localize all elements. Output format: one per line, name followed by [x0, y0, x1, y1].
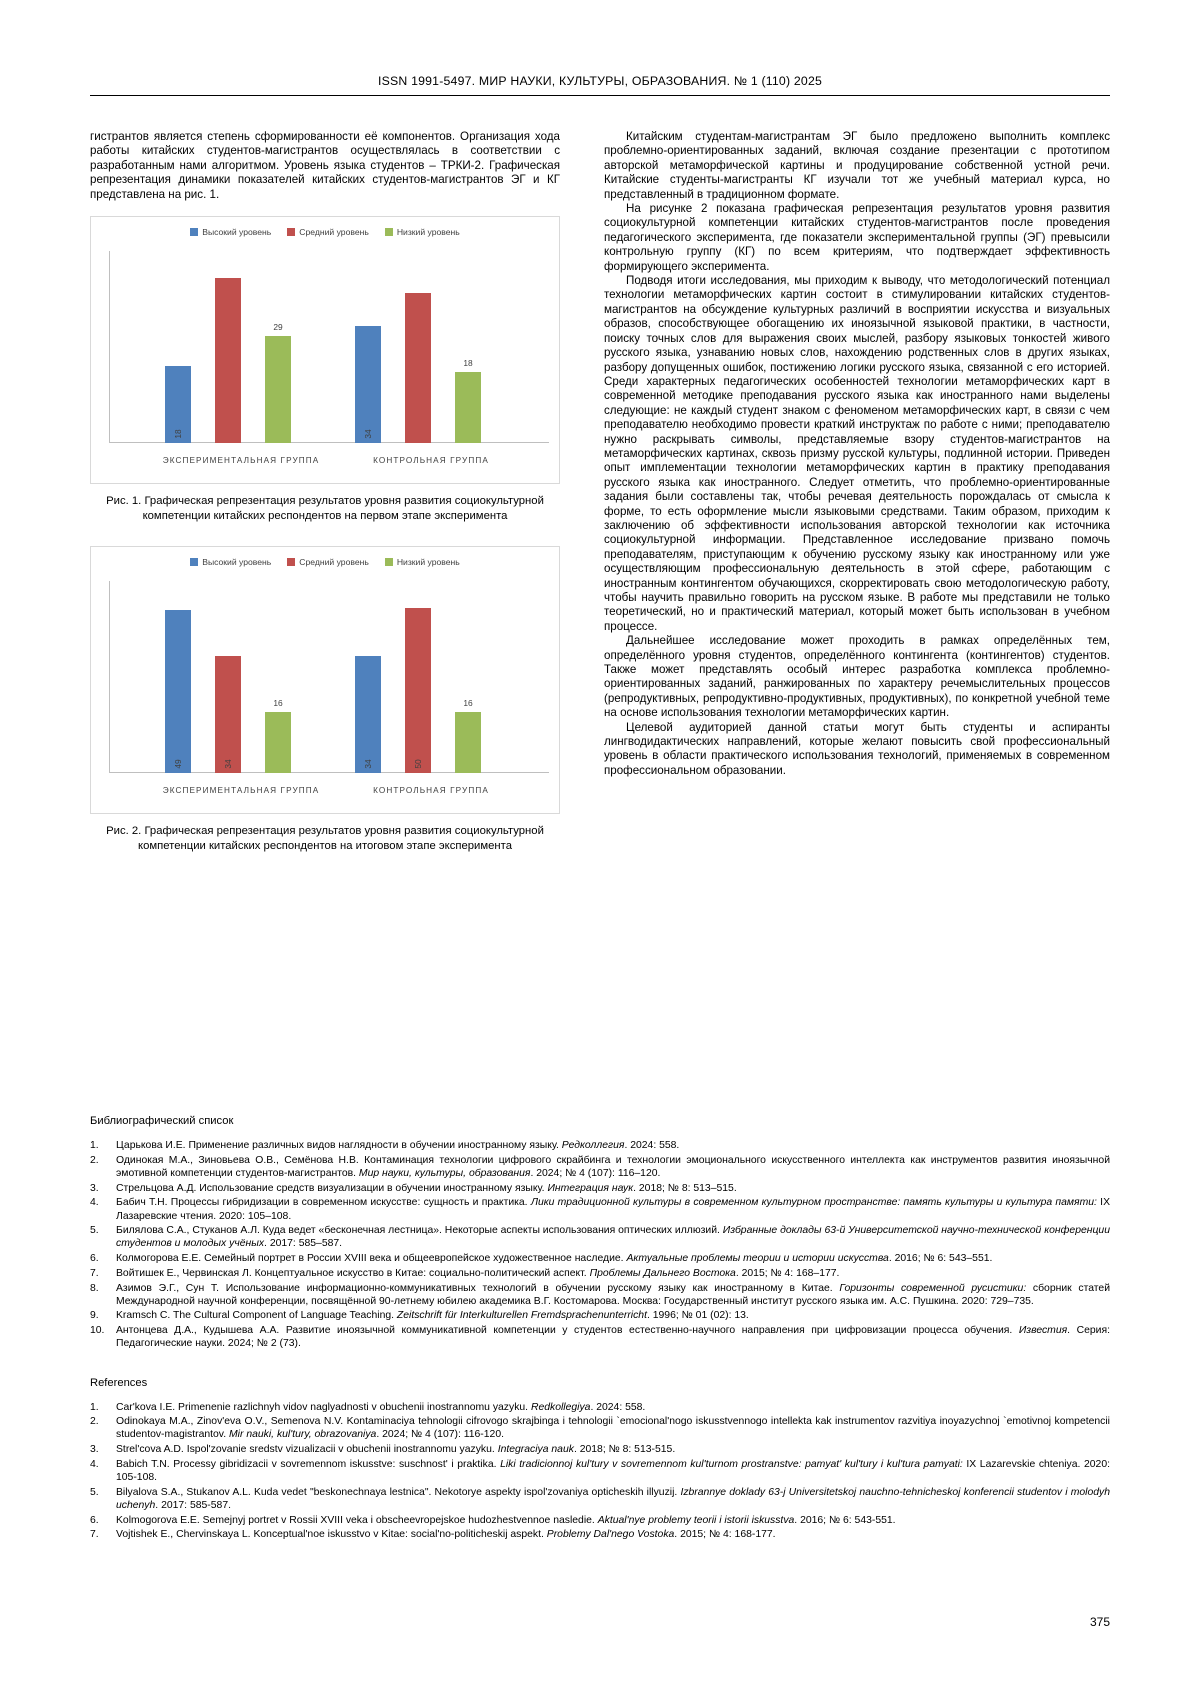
reference-number: 7. — [90, 1529, 99, 1541]
legend-label-low-2: Низкий уровень — [396, 557, 460, 568]
bibliography-section — [90, 1115, 1110, 1543]
bar-value-low-eg: 29 — [273, 321, 283, 332]
bibliography-number: 4. — [90, 1197, 99, 1209]
reference-text: Bilyalova S.A., Stukanov A.L. Kuda vedet "beskonechnaya lestnica". Nekotorye aspekty ispol'zovaniya opticheskih illyuzij. Izbrannye doklady 63-j Universitetskoj nauchno-tehnicheskoj konferencii studentov i molodyh uchenyh. 2017: 585-587. — [116, 1486, 1110, 1511]
bibliography-text: Азимов Э.Г., Сун Т. Использование информационно-коммуникативных технологий в обучении русскому языку как иностранному в Китае. Горизонты современной русистики: сборник статей Международной научной конференции, посвящённой 90-летнему юбилею академика В.Г. Костомарова. Москва: Государственный институт русского языка им. А.С. Пушкина. 2020: 729–735. — [116, 1282, 1110, 1307]
bibliography-number: 9. — [90, 1310, 99, 1322]
references-list — [90, 1401, 1110, 1542]
bibliography-list — [90, 1139, 1110, 1351]
chart-1-legend — [91, 227, 559, 237]
legend-label-high: Высокий уровень — [202, 227, 272, 238]
right-paragraph-4: Дальнейшее исследование может проходить в рамках определённых тем, определённого уровня студентов, определённого контингента (контингентов) студентов. Также может представлять особый интерес разработка комплекса проблемно-ориентированных заданий, ранжированных по характеру речемыслительных процессов (репродуктивных, репродуктивно-продуктивных, продуктивных), по конкретной учебной теме на основе использования технологии метаморфических картин. — [604, 634, 1110, 720]
legend-label-mid: Средний уровень — [299, 227, 369, 238]
bar-value-high-kg: 34 — [363, 429, 373, 439]
bibliography-text: Kramsch C. The Cultural Component of Language Teaching. Zeitschrift für Interkulturellen Fremdsprachenunterricht. 1996; № 01 (02): 13. — [116, 1310, 749, 1322]
reference-text: Kolmogorova E.E. Semejnyj portret v Rossii XVIII veka i obscheevropejskoe hudozhestvennoe nasledie. Aktual'nye problemy teorii i istorii iskusstva. 2016; № 6: 543-551. — [116, 1514, 896, 1526]
bibliography-title: Библиографический список — [90, 1115, 234, 1127]
reference-item — [90, 1514, 1110, 1527]
bar-low-kg — [455, 358, 481, 443]
right-paragraph-1: Китайским студентам-магистрантам ЭГ было предложено выполнить комплекс проблемно-ориентированных заданий, включая создание презентации с прототипом авторской метаморфической картины и продуцирование собственной устной речи. Китайские студенты-магистранты КГ изучали тот же учебный материал курса, но представленный в традиционном формате. — [604, 130, 1110, 201]
reference-text: Odinokaya M.A., Zinov'eva O.V., Semenova N.V. Kontaminaciya tehnologii cifrovogo skrajbinga i tehnologii `emocional'nogo iskusstvennogo intellekta kak instrumentov razvitiya inoyazychnoj `emotivnoj kompetencii studentov-magistrantov. Mir nauki, kul'tury, obrazovaniya. 2024; № 4 (107): 116-120. — [116, 1416, 1110, 1441]
right-column — [604, 130, 1110, 778]
bibliography-item — [90, 1309, 1110, 1322]
bar-value-high-eg: 18 — [173, 429, 183, 439]
bibliography-item — [90, 1282, 1110, 1308]
legend-label-high-2: Высокий уровень — [202, 557, 272, 568]
bar-mid-kg — [405, 293, 431, 443]
legend-swatch-mid — [287, 228, 295, 236]
bar2-mid-kg — [405, 608, 431, 773]
reference-item — [90, 1443, 1110, 1456]
legend-swatch-low — [385, 228, 393, 236]
header-divider — [90, 95, 1110, 96]
bibliography-item — [90, 1267, 1110, 1280]
bibliography-item — [90, 1252, 1110, 1265]
chart-2-group-control — [347, 581, 527, 773]
bibliography-item — [90, 1224, 1110, 1250]
bar2-value-low-eg: 16 — [273, 697, 283, 708]
legend-swatch-high-2 — [190, 558, 198, 566]
bibliography-item — [90, 1182, 1110, 1195]
reference-number: 2. — [90, 1416, 99, 1428]
reference-text: Strel'cova A.D. Ispol'zovanie sredstv vizualizacii v obuchenii inostrannomu yazyku. Integraciya nauk. 2018; № 8: 513-515. — [116, 1444, 676, 1456]
chart-1-group-experimental — [157, 251, 337, 443]
bar-mid-eg — [215, 278, 241, 443]
chart-2-y-axis — [109, 581, 110, 773]
bibliography-text: Билялова С.А., Стуканов А.Л. Куда ведет «бесконечная лестница». Некоторые аспекты использования оптических иллюзий. Избранные доклады 63-й Университетской научно-технической конференции студентов и молодых учёных. 2017: 585–587. — [116, 1225, 1110, 1250]
reference-number: 6. — [90, 1514, 99, 1526]
legend-swatch-low-2 — [385, 558, 393, 566]
reference-text: Car'kova I.E. Primenenie razlichnyh vidov naglyadnosti v obuchenii inostrannomu yazyku. Redkollegiya. 2024: 558. — [116, 1401, 646, 1413]
chart-2 — [90, 546, 560, 814]
bar-value-low-kg: 18 — [463, 358, 473, 368]
bar2-value-mid-kg: 50 — [413, 759, 423, 769]
bibliography-number: 2. — [90, 1154, 99, 1166]
left-paragraph-1: гистрантов является степень сформированности её компонентов. Организация хода работы китайских студентов-магистрантов осуществлялась в соответствии с разработанным нами алгоритмом. Уровень языка студентов – ТРКИ-2. Графическая репрезентация динамики показателей китайских студентов-магистрантов ЭГ и КГ представлена на рис. 1. — [90, 130, 560, 201]
references-section — [90, 1377, 1110, 1542]
bar2-value-mid-eg: 34 — [223, 759, 233, 769]
reference-number: 3. — [90, 1444, 99, 1456]
bibliography-text: Одинокая М.А., Зиновьева О.В., Семёнова Н.В. Контаминация технологии цифрового скрайбинга и технологии эмоционального искусственного интеллекта как инструментов развития иноязычной эмотивной компетенции студентов-магистрантов. Мир науки, культуры, образования. 2024; № 4 (107): 116–120. — [116, 1154, 1110, 1179]
reference-item — [90, 1486, 1110, 1512]
bar-high-kg — [355, 326, 381, 443]
chart-2-group-experimental — [157, 581, 337, 773]
chart-2-plot — [109, 581, 549, 773]
bibliography-text: Царькова И.Е. Применение различных видов наглядности в обучении иностранному языку. Редколлегия. 2024: 558. — [116, 1140, 680, 1151]
bibliography-item — [90, 1139, 1110, 1152]
bibliography-text: Войтишек Е., Червинская Л. Концептуальное искусство в Китае: социально-политический аспект. Проблемы Дальнего Востока. 2015; № 4: 168–177. — [116, 1267, 840, 1279]
bibliography-text: Стрельцова А.Д. Использование средств визуализации в обучении иностранному языку. Интеграция наук. 2018; № 8: 513–515. — [116, 1182, 737, 1194]
chart-2-legend — [91, 557, 559, 567]
reference-number: 5. — [90, 1486, 99, 1498]
legend-item-low-2 — [385, 557, 460, 567]
legend-swatch-mid-2 — [287, 558, 295, 566]
legend-label-mid-2: Средний уровень — [299, 557, 369, 568]
chart-2-category-control: КОНТРОЛЬНАЯ ГРУППА — [373, 786, 489, 796]
reference-number: 4. — [90, 1458, 99, 1470]
reference-item — [90, 1458, 1110, 1484]
bibliography-item — [90, 1196, 1110, 1222]
reference-item — [90, 1528, 1110, 1541]
bar2-low-eg — [265, 697, 291, 773]
chart-1-y-axis — [109, 251, 110, 443]
reference-text: Vojtishek E., Chervinskaya L. Konceptual'noe iskusstvo v Kitae: social'no-politicheskij aspekt. Problemy Dal'nego Vostoka. 2015; № 4: 168-177. — [116, 1529, 776, 1541]
reference-item — [90, 1415, 1110, 1441]
bar-low-eg — [265, 321, 291, 444]
bar2-low-kg — [455, 697, 481, 773]
bibliography-number: 7. — [90, 1267, 99, 1279]
bar2-value-high-kg: 34 — [363, 759, 373, 769]
bibliography-number: 3. — [90, 1182, 99, 1194]
right-paragraph-5: Целевой аудиторией данной статьи могут быть студенты и аспиранты лингводидактических направлений, которые желают повысить свой профессиональный уровень в области практического использования технологий, применяемых в современном профессиональном образовании. — [604, 720, 1110, 777]
references-title: References — [90, 1376, 148, 1389]
bibliography-text: Бабич Т.Н. Процессы гибридизации в современном искусстве: сущность и практика. Лики традиционной культуры в современном культурном пространстве: память культуры и культура памяти: IX Лазаревские чтения. 2020: 105–108. — [116, 1197, 1110, 1222]
chart-1 — [90, 216, 560, 484]
bibliography-item — [90, 1154, 1110, 1180]
chart-1-category-control: КОНТРОЛЬНАЯ ГРУППА — [373, 456, 489, 466]
bibliography-number: 8. — [90, 1282, 99, 1294]
legend-item-mid-2 — [287, 557, 369, 567]
bibliography-number: 5. — [90, 1225, 99, 1237]
bibliography-text: Колмогорова Е.Е. Семейный портрет в России XVIII века и общеевропейское художественное наследие. Актуальные проблемы теории и истории искусства. 2016; № 6: 543–551. — [116, 1253, 993, 1265]
legend-label-low: Низкий уровень — [396, 227, 460, 238]
chart-1-category-experimental: ЭКСПЕРИМЕНТАЛЬНАЯ ГРУППА — [162, 456, 320, 466]
chart-1-group-control — [347, 251, 527, 443]
legend-item-low — [385, 227, 460, 237]
bibliography-number: 1. — [90, 1140, 99, 1151]
figure-1-caption: Рис. 1. Графическая репрезентация результатов уровня развития социокультурной компетенции китайских респондентов на первом этапе эксперимента — [106, 495, 544, 523]
bar2-high-eg — [165, 610, 191, 773]
reference-text: Babich T.N. Processy gibridizacii v sovremennom iskusstve: suschnost' i praktika. Liki tradicionnoj kul'tury v sovremennom kul'turnom prostranstve: pamyat' kul'tury i kul'tura pamyati: IX Lazarevskie chteniya. 2020: 105-108. — [116, 1458, 1110, 1484]
legend-swatch-high — [190, 228, 198, 236]
right-paragraph-3: Подводя итоги исследования, мы приходим к выводу, что методологический потенциал технологии метаморфических картин состоит в стимулировании китайских студентов-магистрантов на обсуждение культурных различий в восприятии искусства и визуальных образов, способствующее обогащению их иноязычной языковой практики, в частности, поиску точных слов для выражения своих мыслей, разбору языковых тонкостей живого русского языка, узнаванию новых слов, нахождению родственных слов в других языках, разбору допущенных ошибок, постижению логики русского языка, связанной с его историей. Среди характерных педагогических особенностей технологии метаморфических карт в современной методике преподавания русского языка как иностранного нами выделены следующие: не каждый студент знаком с феноменом метаморфических карт, в связи с чем преподавателю необходимо провести краткий инструктаж по работе с ними; преподавателю нужно раскрывать символы, представляемые взору студентов-магистрантов на метаморфических картинах, сквозь призму русской культуры, подлинной истории. Приведен опыт имплементации технологии метаморфических картин в практику преподавания русского языка как иностранного. Следует отметить, что проблемно-ориентированные задания были составлены так, чтобы речевая деятельность порождалась от смысла к форме, то есть оформление мысли языковыми средствами. Таким образом, приходим к заключению об эффективности использования авторской технологии как источника социокультурной информации. Представленное исследование призвано помочь преподавателям, приступающим к обучению русскому языку как иностранному или уже осуществляющим профессиональную деятельность в этой сфере, работающим с иностранным контингентом обучающихся, скорректировать свою методологическую работу, чтобы научить правильно говорить на русском языке. В работе мы представили не только теоретический, но и практический материал, который может быть использован в учебном процессе. — [604, 274, 1110, 633]
chart-2-category-experimental: ЭКСПЕРИМЕНТАЛЬНАЯ ГРУППА — [162, 786, 320, 796]
figure-2-caption: Рис. 2. Графическая репрезентация результатов уровня развития социокультурной компетенции китайских респондентов на итоговом этапе эксперимента — [106, 825, 544, 853]
reference-item — [90, 1401, 1110, 1414]
right-paragraph-2: На рисунке 2 показана графическая репрезентация результатов уровня развития социокультурной компетенции китайских студентов-магистрантов после проведения педагогического эксперимента, где показатели экспериментальной группы (ЭГ) превысили контрольную группу (КГ) по всем критериям, что подтверждает эффективность формирующего эксперимента. — [604, 202, 1110, 273]
running-header: ISSN 1991-5497. МИР НАУКИ, КУЛЬТУРЫ, ОБРАЗОВАНИЯ. № 1 (110) 2025 — [377, 74, 823, 88]
figure-1 — [90, 216, 560, 524]
bibliography-item — [90, 1324, 1110, 1350]
legend-item-high-2 — [190, 557, 271, 567]
figure-2 — [90, 546, 560, 854]
legend-item-mid — [287, 227, 369, 237]
bar2-value-low-kg: 16 — [463, 697, 473, 708]
bar2-value-high-eg: 49 — [173, 759, 183, 769]
chart-1-plot — [109, 251, 549, 443]
bar2-mid-eg — [215, 656, 241, 773]
legend-item-high — [190, 227, 271, 237]
reference-number: 1. — [90, 1401, 99, 1413]
page-number: 375 — [1089, 1615, 1110, 1629]
bibliography-text: Антонцева Д.А., Кудышева А.А. Развитие иноязычной коммуникативной компетенции у студентов естественно-научного направления при цифровизации процесса обучения. Известия. Серия: Педагогические науки. 2024; № 2 (73). — [116, 1325, 1110, 1350]
left-column — [90, 130, 560, 854]
bar-high-eg — [165, 366, 191, 443]
bibliography-number: 10. — [90, 1325, 105, 1337]
bibliography-number: 6. — [90, 1253, 99, 1265]
bar2-high-kg — [355, 656, 381, 773]
